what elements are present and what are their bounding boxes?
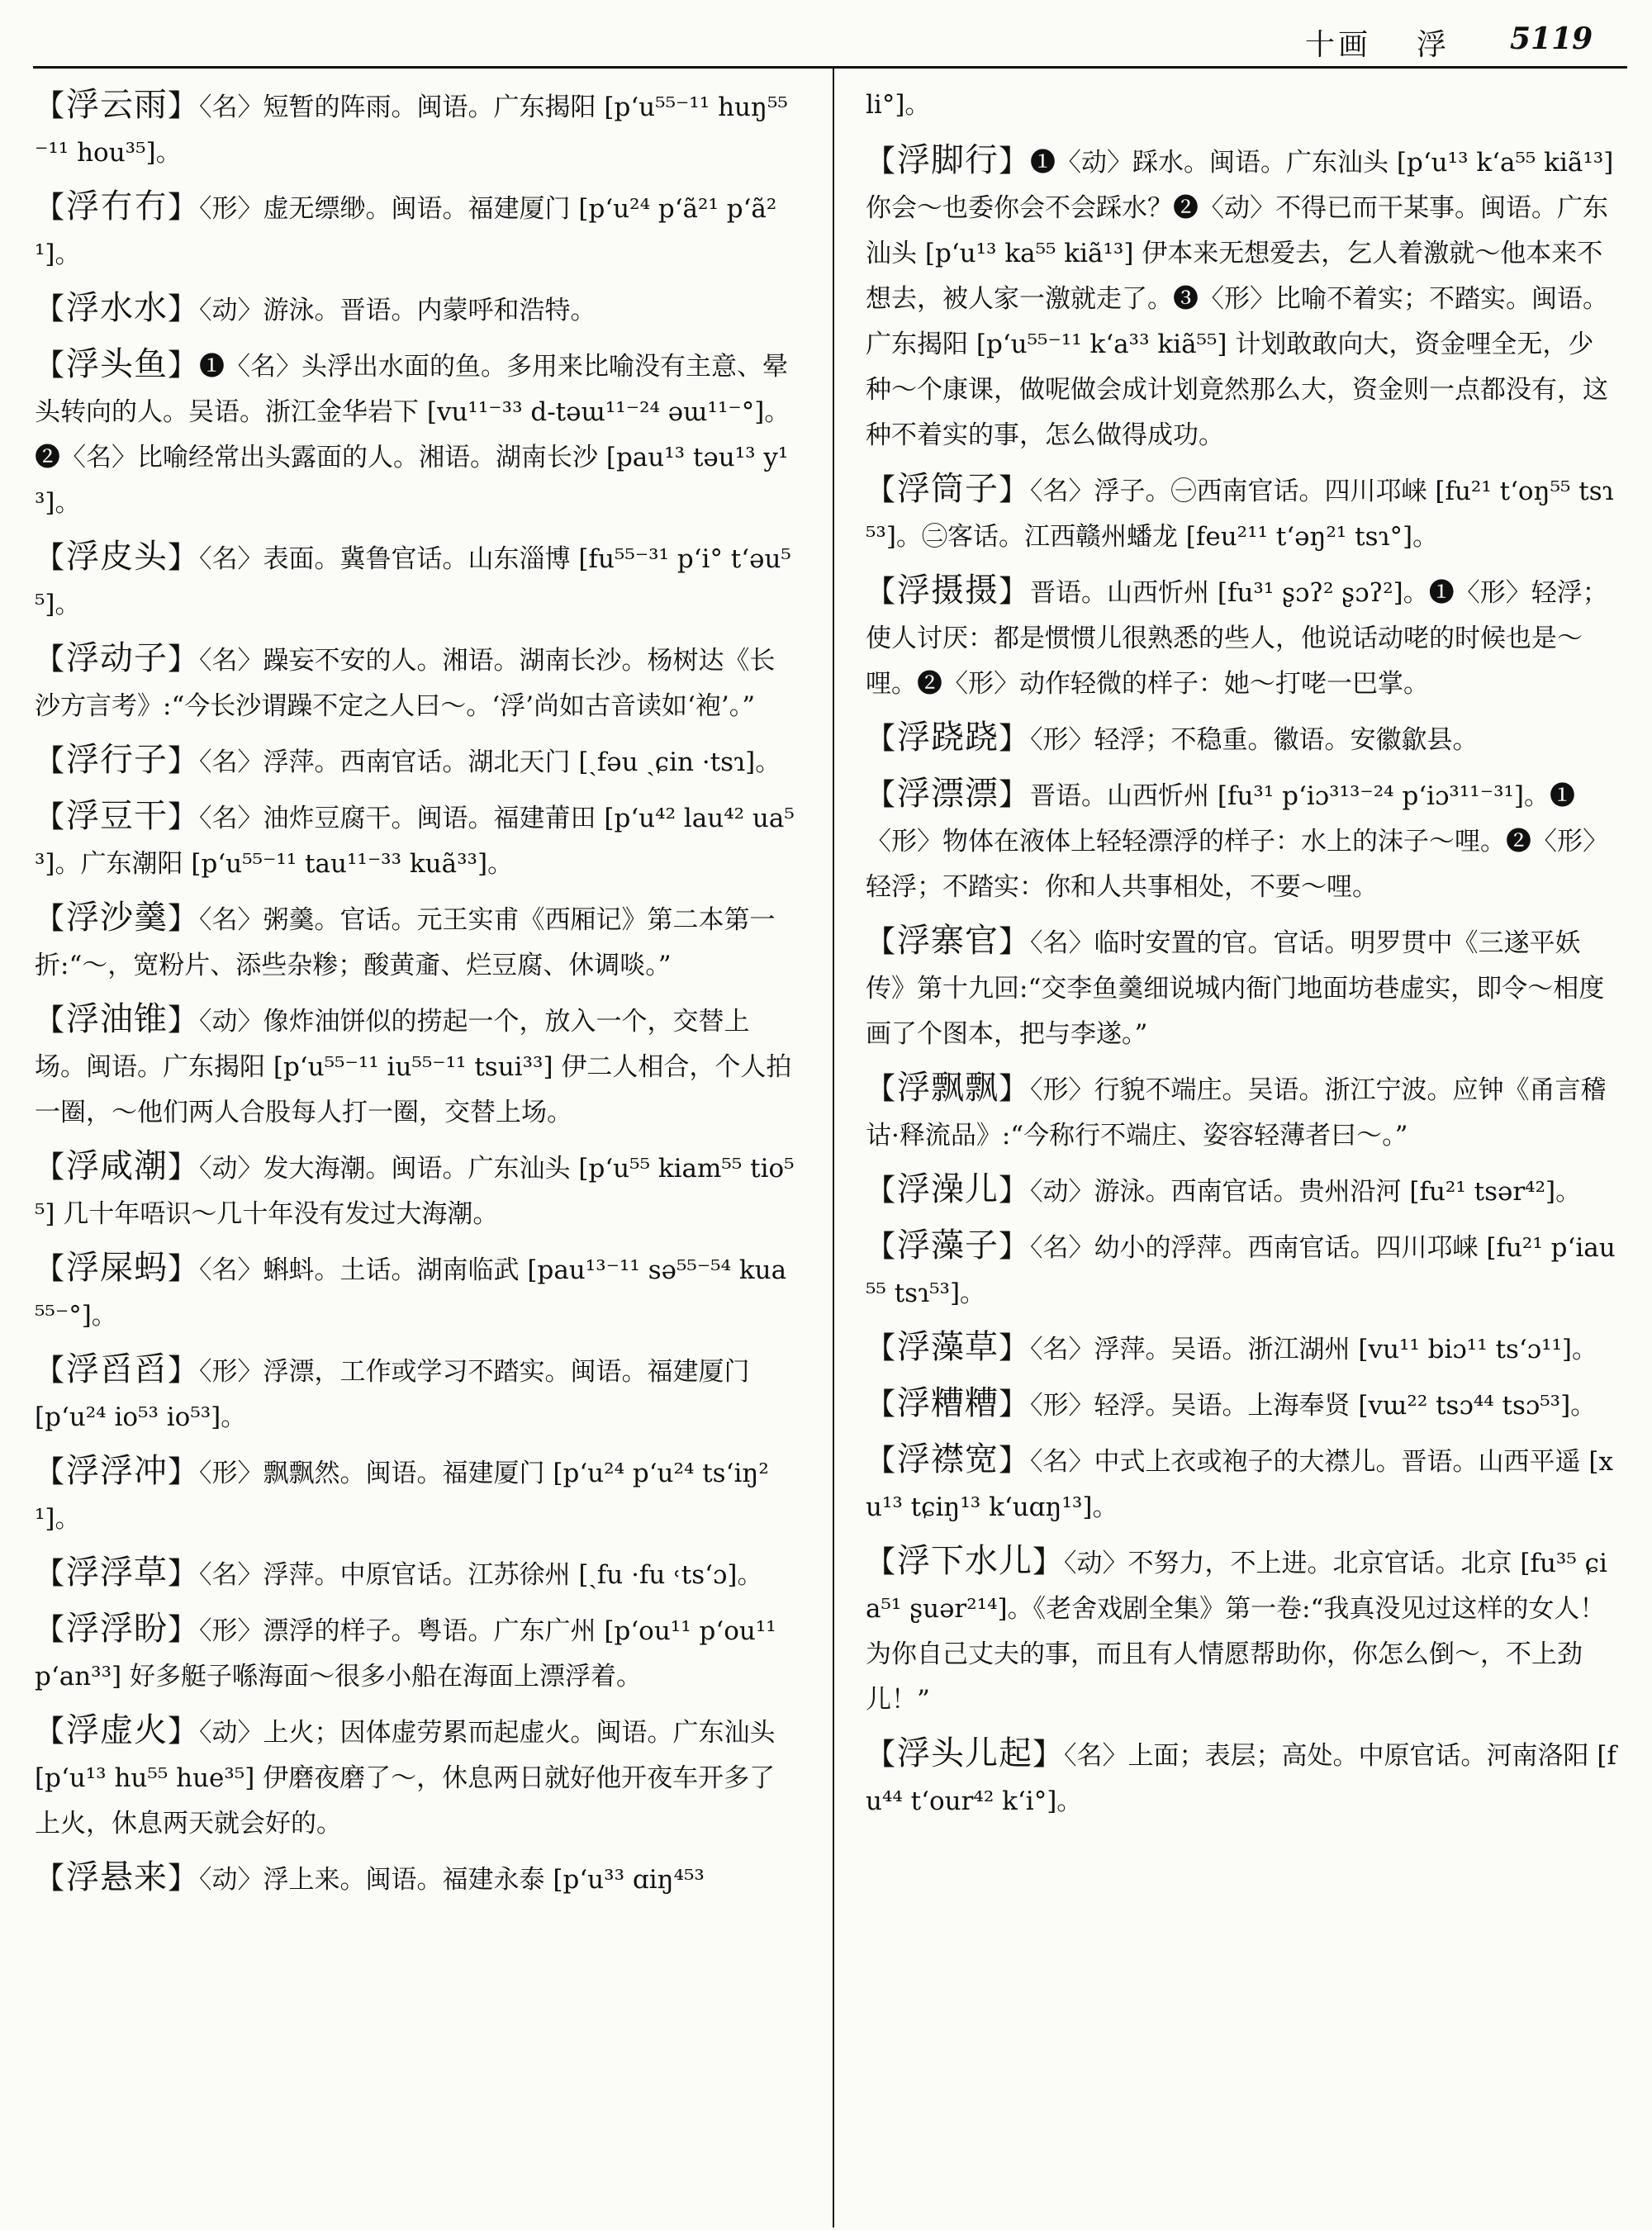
entry-definition: 晋语。山西忻州 [fu³¹ p‘iɔ³¹³⁻²⁴ p‘iɔ³¹¹⁻³¹]。❶〈形〉物体在液体上轻轻漂浮的样子：水上的沫子～哩。❷〈形〉轻浮；不踏实：你和人共事相处，不要～哩。	[866, 781, 1608, 902]
bracket-close: 】	[999, 1230, 1029, 1264]
bracket-close: 】	[999, 925, 1029, 959]
dictionary-entry	[866, 918, 1619, 1057]
bracket-close: 】	[999, 1174, 1029, 1208]
bracket-open: 【	[35, 1613, 65, 1647]
headword: 浮下水儿	[897, 1542, 1033, 1580]
headword: 浮澡儿	[897, 1170, 999, 1208]
bracket-open: 【	[866, 1230, 896, 1264]
bracket-close: 】	[999, 722, 1029, 756]
bracket-open: 【	[35, 1252, 65, 1286]
bracket-close: 】	[168, 1004, 198, 1037]
headword: 浮油锥	[66, 1000, 169, 1038]
bracket-open: 【	[35, 89, 65, 123]
headword: 浮虚火	[66, 1711, 169, 1749]
entry-definition: 〈动〉像炸油饼似的捞起一个，放入一个，交替上场。闽语。广东揭阳 [p‘u⁵⁵⁻¹¹ iu⁵⁵⁻¹¹ tsui³³] 伊二人相合，个人拍一圈，～他们两人合股每人打一圈，交替上场。	[35, 1007, 792, 1127]
bracket-close: 】	[168, 89, 198, 123]
headword: 浮跷跷	[897, 719, 999, 757]
bracket-close: 】	[168, 744, 198, 778]
headword: 浮漂漂	[897, 775, 999, 813]
bracket-open: 【	[35, 1004, 65, 1037]
bracket-close: 】	[168, 1252, 198, 1286]
bracket-open: 【	[35, 1862, 65, 1896]
column-divider	[833, 68, 834, 2228]
left-column	[35, 83, 795, 1911]
entry-definition: 〈名〉短暂的阵雨。闽语。广东揭阳 [p‘u⁵⁵⁻¹¹ huŋ⁵⁵⁻¹¹ hou³⁵]。	[35, 93, 788, 168]
dictionary-entry	[866, 715, 1619, 763]
dictionary-entry	[866, 568, 1619, 707]
headword: 浮筒子	[897, 470, 999, 508]
entry-definition: 〈形〉轻浮。吴语。上海奉贤 [vɯ²² tsɔ⁴⁴ tsɔ⁵³]。	[1030, 1391, 1597, 1421]
dictionary-entry	[35, 342, 795, 526]
headword: 浮动子	[66, 639, 169, 677]
entry-definition: ❶〈名〉头浮出水面的鱼。多用来比喻没有主意、晕头转向的人。吴语。浙江金华岩下 [vu¹¹⁻³³ d-təɯ¹¹⁻²⁴ əɯ¹¹⁻°]。❷〈名〉比喻经常出头露面的人。湘语。湖南长沙 [pau¹³ təu¹³ y¹³]。	[35, 352, 790, 518]
bracket-open: 【	[35, 349, 65, 382]
right-entries	[866, 138, 1619, 1824]
dictionary-entry	[35, 286, 795, 334]
bracket-close: 】	[168, 1151, 198, 1184]
entry-definition: 〈名〉临时安置的官。官话。明罗贯中《三遂平妖传》第十九回:“交李鱼羹细说城内衙门地面坊巷虚实，即令～相度画了个图本，把与李遂。”	[866, 928, 1605, 1049]
entry-definition: 〈名〉浮萍。吴语。浙江湖州 [vu¹¹ biɔ¹¹ ts‘ɔ¹¹]。	[1030, 1335, 1598, 1364]
header-char: 浮	[1417, 28, 1447, 62]
dictionary-entry	[35, 1144, 795, 1237]
bracket-close: 】	[999, 778, 1029, 812]
entry-definition: 〈名〉中式上衣或袍子的大襟儿。晋语。山西平遥 [xu¹³ tɕiŋ¹³ k‘uɑŋ¹³]。	[866, 1447, 1613, 1522]
headword: 浮沙羹	[66, 899, 169, 937]
bracket-close: 】	[999, 1072, 1029, 1106]
bracket-close: 】	[168, 800, 198, 834]
entry-definition: 〈形〉虚无缥缈。闽语。福建厦门 [p‘u²⁴ p‘ã²¹ p‘ã²¹]。	[35, 194, 777, 269]
dictionary-entry	[866, 1065, 1619, 1159]
dictionary-entry	[866, 1381, 1619, 1429]
bracket-open: 【	[866, 722, 896, 756]
bracket-open: 【	[35, 541, 65, 575]
dictionary-entry	[35, 1347, 795, 1440]
headword: 浮屎蚂	[66, 1249, 169, 1287]
bracket-close: 】	[168, 349, 198, 382]
bracket-open: 【	[35, 1151, 65, 1184]
bracket-open: 【	[35, 1455, 65, 1489]
entry-definition: 〈名〉油炸豆腐干。闽语。福建莆田 [p‘u⁴² lau⁴² ua⁵³]。广东潮阳 [p‘u⁵⁵⁻¹¹ tau¹¹⁻³³ kuã³³]。	[35, 804, 795, 879]
entry-definition: 〈形〉飘飘然。闽语。福建厦门 [p‘u²⁴ p‘u²⁴ ts‘iŋ²¹]。	[35, 1459, 769, 1534]
bracket-open: 【	[866, 575, 896, 609]
entry-definition: ❶〈动〉踩水。闽语。广东汕头 [p‘u¹³ k‘a⁵⁵ kiã¹³] 你会～也委你会不会踩水？❷〈动〉不得已而干某事。闽语。广东汕头 [p‘u¹³ ka⁵⁵ kiã¹³] 伊本来无想爱去，乞人着激就～他本来不想去，被人家一激就走了。❸〈形〉比喻不着实；不踏实。闽语。广东揭阳 [p‘u⁵⁵⁻¹¹ k‘a³³ kiã⁵⁵] 计划敢敢向大，资金哩全无，少种～个康课，做呢做会成计划竟然那么大，资金则一点都没有，这种不着实的事，怎么做得成功。	[866, 148, 1614, 450]
bracket-close: 】	[999, 1444, 1029, 1478]
bracket-close: 】	[999, 575, 1029, 609]
dictionary-entry	[35, 895, 795, 989]
dictionary-entry	[866, 1167, 1619, 1215]
dictionary-entry	[35, 1550, 795, 1598]
dictionary-entry	[35, 738, 795, 785]
bracket-open: 【	[35, 643, 65, 676]
entry-definition: 〈动〉不努力，不上进。北京官话。北京 [fu³⁵ ɕia⁵¹ ʂuər²¹⁴]。《老舍戏剧全集》第一卷:“我真没见过这样的女人！为你自己丈夫的事，而且有人情愿帮助你，你怎么倒～，不上劲儿！”	[866, 1549, 1607, 1715]
bracket-close: 】	[1032, 1738, 1063, 1772]
bracket-close: 】	[168, 1455, 198, 1489]
entry-definition: 〈形〉漂浮的样子。粤语。广东广州 [p‘ou¹¹ p‘ou¹¹ p‘an³³] 好多艇子喺海面～很多小船在海面上漂浮着。	[35, 1616, 776, 1691]
bracket-open: 【	[35, 1715, 65, 1748]
dictionary-entry	[866, 138, 1619, 458]
bracket-close: 】	[168, 1613, 198, 1647]
dictionary-entry	[866, 1731, 1619, 1824]
dictionary-entry	[866, 467, 1619, 560]
bracket-open: 【	[866, 473, 896, 507]
dictionary-entry	[35, 1708, 795, 1847]
entry-definition: 〈形〉行貌不端庄。吴语。浙江宁波。应钟《甬言稽诂·释流品》:“今称行不端庄、姿容轻薄者曰～。”	[866, 1075, 1607, 1151]
bracket-open: 【	[35, 1354, 65, 1388]
bracket-open: 【	[35, 902, 65, 936]
entry-definition: 〈形〉轻浮；不稳重。徽语。安徽歙县。	[1030, 725, 1479, 755]
entry-definition: 〈动〉游泳。西南官话。贵州沿河 [fu²¹ tsər⁴²]。	[1030, 1177, 1582, 1207]
headword: 浮行子	[66, 741, 169, 779]
dictionary-entry	[35, 1606, 795, 1700]
bracket-close: 】	[999, 1331, 1029, 1365]
headword: 浮糟糟	[897, 1384, 999, 1422]
entry-definition: 晋语。山西忻州 [fu³¹ ʂɔʔ² ʂɔʔ²]。❶〈形〉轻浮；使人讨厌：都是惯惯儿很熟悉的些人，他说话动咾的时候也是～哩。❷〈形〉动作轻微的样子：她～打咾一巴掌。	[866, 578, 1608, 699]
headword: 浮水水	[66, 289, 169, 327]
headword: 浮咸潮	[66, 1147, 169, 1185]
bracket-open: 【	[866, 145, 896, 178]
header-section: 十画	[1305, 28, 1372, 62]
dictionary-entry	[866, 1325, 1619, 1373]
bracket-close: 】	[168, 1862, 198, 1896]
bracket-open: 【	[866, 1545, 896, 1579]
entry-definition: 〈名〉躁妄不安的人。湘语。湖南长沙。杨树达《长沙方言考》:“今长沙谓躁不定之人曰～。‘浮’尚如古音读如‘袍’。”	[35, 646, 776, 721]
dictionary-entry	[35, 184, 795, 278]
page-header	[1305, 18, 1627, 62]
dictionary-entry	[35, 636, 795, 729]
dictionary-entry	[866, 1539, 1619, 1723]
entry-definition: 〈名〉幼小的浮萍。西南官话。四川邛崃 [fu²¹ p‘iau⁵⁵ tsɿ⁵³]。	[866, 1233, 1616, 1308]
headword: 浮舀舀	[66, 1350, 169, 1388]
headword: 浮浮冲	[66, 1452, 169, 1490]
bracket-close: 】	[168, 541, 198, 575]
bracket-open: 【	[866, 1738, 896, 1772]
bracket-close: 】	[999, 473, 1029, 507]
bracket-open: 【	[35, 1557, 65, 1591]
dictionary-entry	[35, 1855, 795, 1903]
dictionary-entry	[866, 1437, 1619, 1530]
bracket-close: 】	[168, 902, 198, 936]
entry-definition: 〈名〉上面；表层；高处。中原官话。河南洛阳 [fu⁴⁴ t‘our⁴² k‘i°]。	[866, 1741, 1616, 1816]
bracket-open: 【	[866, 778, 896, 812]
headword: 浮藻草	[897, 1328, 999, 1366]
headword: 浮寨官	[897, 922, 999, 960]
dictionary-entry	[35, 534, 795, 628]
right-column	[866, 83, 1619, 1833]
bracket-open: 【	[866, 1331, 896, 1365]
bracket-open: 【	[866, 1174, 896, 1208]
entry-definition: 〈名〉浮子。㊀西南官话。四川邛崃 [fu²¹ t‘oŋ⁵⁵ tsɿ⁵³]。㊁客话。江西赣州蟠龙 [feu²¹¹ t‘əŋ²¹ tsɿ°]。	[866, 477, 1614, 552]
headword: 浮皮头	[66, 538, 169, 576]
bracket-open: 【	[35, 744, 65, 778]
bracket-close: 】	[999, 145, 1029, 178]
bracket-open: 【	[35, 191, 65, 225]
bracket-open: 【	[866, 1444, 896, 1478]
page-number: 5119	[1510, 21, 1593, 56]
entry-definition: 〈名〉浮萍。中原官话。江苏徐州 [ˏfu ·fu ˓ts‘ɔ]。	[199, 1560, 763, 1590]
entry-definition: 〈名〉表面。冀鲁官话。山东淄博 [fu⁵⁵⁻³¹ p‘i° t‘əu⁵⁵]。	[35, 544, 791, 619]
bracket-close: 】	[168, 1354, 198, 1388]
dictionary-entry	[866, 1223, 1619, 1317]
dictionary-entry	[35, 997, 795, 1136]
entry-definition: 〈动〉发大海潮。闽语。广东汕头 [p‘u⁵⁵ kiam⁵⁵ tio⁵⁵] 几十年唔识～几十年没有发过大海潮。	[35, 1154, 795, 1229]
bracket-close: 】	[168, 1715, 198, 1748]
bracket-close: 】	[168, 292, 198, 326]
headword: 浮藻子	[897, 1226, 999, 1264]
bracket-close: 】	[999, 1388, 1029, 1421]
continuation-text: li°]。	[866, 90, 931, 120]
entry-definition: 〈动〉浮上来。闽语。福建永泰 [p‘u³³ ɑiŋ⁴⁵³	[199, 1865, 705, 1895]
dictionary-entry	[35, 1245, 795, 1339]
header-rule	[33, 66, 1627, 69]
dictionary-entry	[35, 83, 795, 176]
headword: 浮云雨	[66, 86, 169, 124]
dictionary-entry	[35, 1449, 795, 1542]
headword: 浮襟宽	[897, 1440, 999, 1478]
headword: 浮豆干	[66, 797, 169, 835]
bracket-open: 【	[35, 800, 65, 834]
headword: 浮头鱼	[66, 345, 169, 383]
dictionary-entry	[35, 794, 795, 887]
headword: 浮悬来	[66, 1858, 169, 1896]
bracket-close: 】	[168, 1557, 198, 1591]
headword: 浮浮草	[66, 1554, 169, 1592]
headword: 浮浮盼	[66, 1610, 169, 1648]
headword: 浮头儿起	[897, 1734, 1033, 1772]
bracket-close: 】	[168, 643, 198, 676]
bracket-open: 【	[866, 1388, 896, 1421]
entry-definition: 〈形〉浮漂，工作或学习不踏实。闽语。福建厦门 [p‘u²⁴ io⁵³ io⁵³]。	[35, 1357, 750, 1432]
headword: 浮飘飘	[897, 1069, 999, 1107]
bracket-open: 【	[35, 292, 65, 326]
bracket-close: 】	[1032, 1545, 1063, 1579]
bracket-close: 】	[168, 191, 198, 225]
headword: 浮脚行	[897, 141, 999, 179]
bracket-open: 【	[866, 925, 896, 959]
bracket-open: 【	[866, 1072, 896, 1106]
entry-definition: 〈名〉浮萍。西南官话。湖北天门 [ˏfəu ˏɕin ·tsɿ]。	[199, 747, 781, 777]
entry-definition: 〈名〉蝌蚪。土话。湖南临武 [pau¹³⁻¹¹ sə⁵⁵⁻⁵⁴ kua⁵⁵⁻°]。	[35, 1255, 787, 1331]
headword: 浮摄摄	[897, 572, 999, 610]
entry-definition: 〈动〉游泳。晋语。内蒙呼和浩特。	[199, 296, 596, 325]
dictionary-entry	[866, 771, 1619, 910]
entry-definition: 〈动〉上火；因体虚劳累而起虚火。闽语。广东汕头 [p‘u¹³ hu⁵⁵ hue³⁵] 伊磨夜磨了～，休息两日就好他开夜车开多了上火，休息两天就会好的。	[35, 1718, 776, 1839]
headword: 浮冇冇	[66, 187, 169, 225]
entry-definition: 〈名〉粥羹。官话。元王实甫《西厢记》第二本第一折:“～，宽粉片、添些杂糁；酸黄齑、烂豆腐、休调啖。”	[35, 905, 776, 980]
